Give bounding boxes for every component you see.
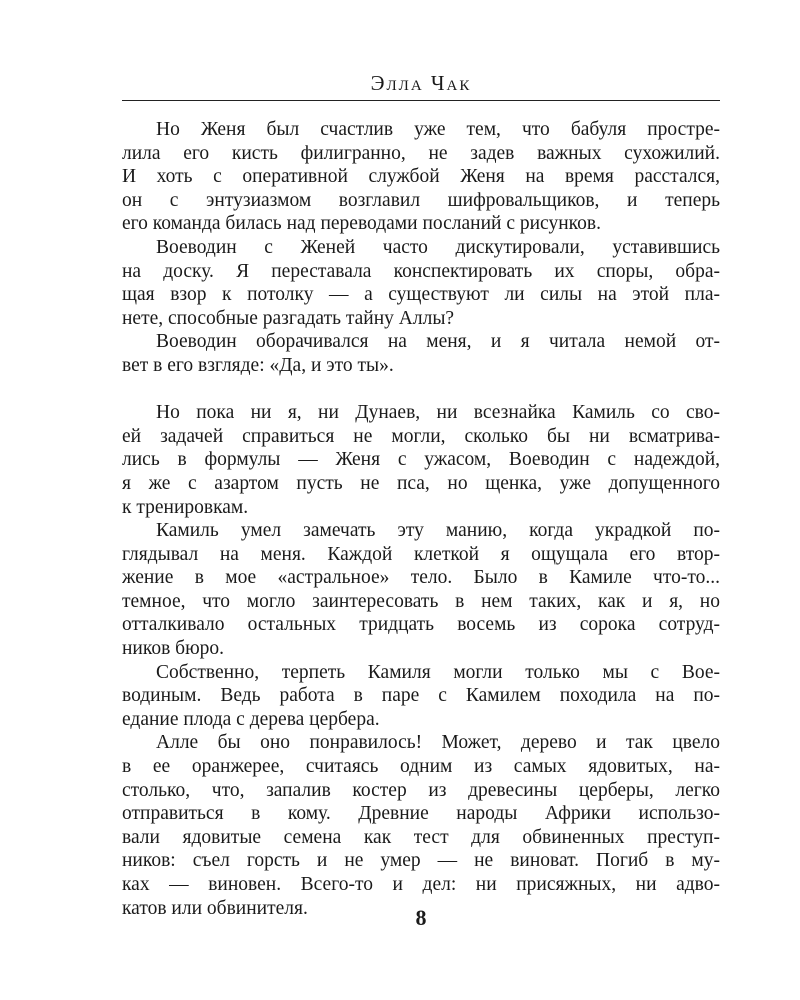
text-line: ников: съел горсть и не умер — не виноват. Погиб в му- — [122, 850, 720, 872]
text-line: я же с азартом пусть не пса, но щенка, уже допущенного — [122, 472, 720, 494]
text-line: Но пока ни я, ни Дунаев, ни всезнайка Камиль со сво- — [156, 402, 720, 424]
text-line: отправиться в кому. Древние народы Африки использо- — [122, 803, 720, 825]
text-line: вали ядовитые семена как тест для обвиненных преступ- — [122, 826, 720, 848]
text-line: столько, что, запалив костер из древесины церберы, легко — [122, 779, 720, 801]
text-line: на доску. Я переставала конспектировать их споры, обра- — [122, 260, 720, 282]
text-line: лила его кисть филигранно, не задев важных сухожилий. — [122, 142, 720, 164]
text-line: водиным. Ведь работа в паре с Камилем походила на по- — [122, 685, 720, 707]
text-line: жение в мое «астральное» тело. Было в Камиле что-то... — [122, 567, 720, 589]
text-line: в ее оранжерее, считаясь одним из самых ядовитых, на- — [122, 756, 720, 778]
text-line: Но Женя был счастлив уже тем, что бабуля простре- — [156, 119, 720, 140]
text-line: едание плода с дерева цербера. — [122, 708, 380, 730]
header-rule — [122, 100, 720, 101]
text-line: отталкивало остальных тридцать восемь из сорока сотруд- — [122, 614, 720, 636]
blank-line — [122, 378, 720, 402]
text-line: ей задачей справиться не могли, сколько бы ни всматрива- — [122, 425, 720, 447]
page-number: 8 — [415, 905, 427, 930]
text-line: Воеводин с Женей часто дискутировали, уставившись — [156, 236, 720, 258]
text-line: глядывал на меня. Каждой клеткой я ощущала его втор- — [122, 543, 720, 565]
text-line: лись в формулы — Женя с ужасом, Воеводин с надеждой, — [122, 449, 720, 471]
text-line: щая взор к потолку — а существуют ли силы на этой пла- — [122, 284, 720, 306]
body-text — [122, 118, 720, 920]
text-line: катов или обвинителя. — [122, 897, 308, 919]
text-line: его команда билась над переводами посланий с рисунков. — [122, 213, 601, 235]
text-line: Камиль умел замечать эту манию, когда украдкой по- — [156, 520, 720, 542]
text-line: ках — виновен. Всего-то и дел: ни присяжных, ни адво- — [122, 874, 720, 895]
text-line: Воеводин оборачивался на меня, и я читала немой от- — [156, 331, 720, 353]
text-line: И хоть с оперативной службой Женя на время расстался, — [122, 166, 720, 188]
text-line: он с энтузиазмом возглавил шифровальщиков, и теперь — [122, 189, 720, 211]
text-line: Алле бы оно понравилось! Может, дерево и так цвело — [156, 732, 720, 754]
running-head: Элла Чак — [370, 71, 472, 95]
text-line: ников бюро. — [122, 638, 225, 660]
text-line: темное, что могло заинтересовать в нем таких, как и я, но — [122, 590, 720, 612]
text-line: Собственно, терпеть Камиля могли только мы с Вое- — [156, 661, 720, 683]
text-line: вет в его взгляде: «Да, и это ты». — [122, 354, 394, 376]
text-line: к тренировкам. — [122, 496, 249, 518]
text-line: нете, способные разгадать тайну Аллы? — [122, 307, 455, 329]
